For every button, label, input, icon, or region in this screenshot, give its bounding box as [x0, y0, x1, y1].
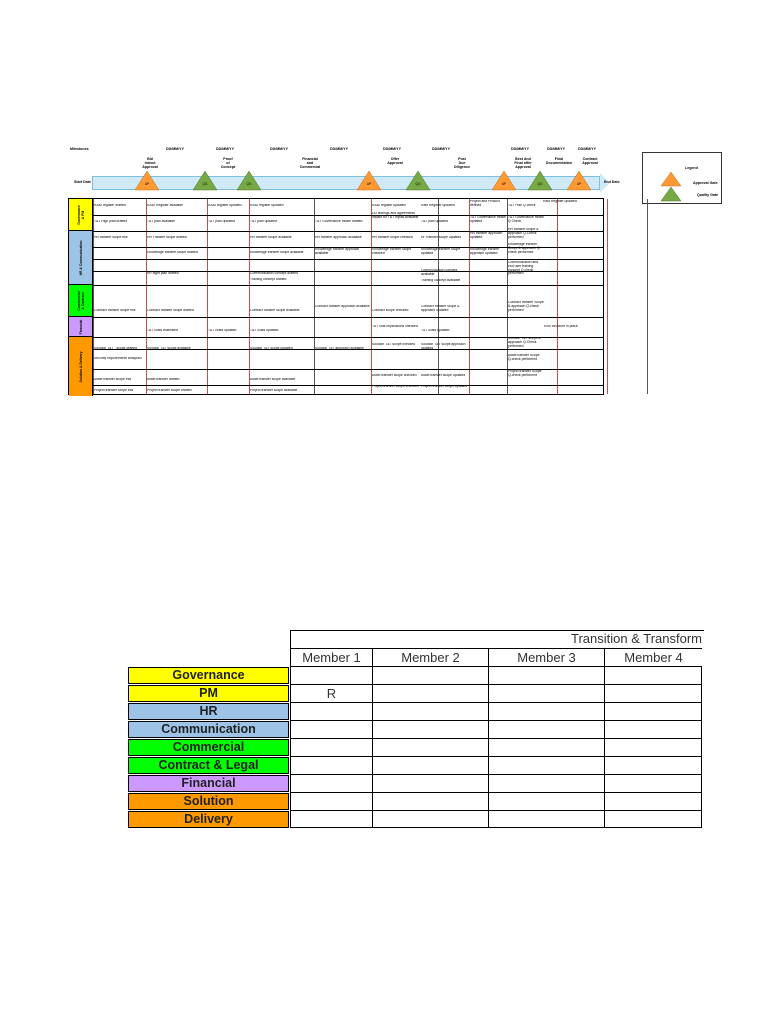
member-header: Member 3 [488, 648, 604, 666]
deliverable-cell: Project transfer scope updated [421, 385, 468, 388]
raci-cell[interactable] [290, 756, 372, 774]
raci-cell[interactable] [604, 702, 702, 720]
milestone-date: DD/MM/YY [270, 147, 288, 151]
milestone-description: Best And Final offer Approval [514, 157, 532, 169]
gate-label: AP [366, 182, 372, 186]
role-label: Communication [128, 721, 289, 738]
deliverable-cell: Knowledge transfer approach updated [470, 248, 500, 255]
raci-cell[interactable] [604, 666, 702, 684]
deliverable-cell: HR transfer scope checked [372, 236, 413, 239]
raci-cell[interactable] [488, 792, 604, 810]
legend-quality: Quality Gate [697, 193, 719, 197]
deliverable-cell: Knowledge transfer scope checked [372, 248, 412, 255]
legend-gate-icons [659, 171, 689, 203]
deliverable-cell: HR transfer scope ess [94, 236, 128, 239]
grid-column-line [146, 199, 147, 394]
deliverable-cell: Contract transfer scope & approach updated [421, 305, 460, 312]
raci-cell[interactable] [488, 738, 604, 756]
deliverable-cell: T&T costs updated [250, 329, 279, 332]
milestone-date: DD/MM/YY [166, 147, 184, 151]
role-label: PM [128, 685, 289, 702]
raci-title-row [290, 630, 704, 648]
raci-cell[interactable]: R [290, 684, 372, 702]
quality-gate-icon [661, 187, 681, 201]
quality-gate-icon [193, 171, 217, 190]
gate-label: QG [415, 182, 421, 186]
end-date-label: End Date [604, 180, 620, 184]
raci-cell[interactable] [372, 774, 488, 792]
deliverable-cell: HR transfer approach available [315, 236, 362, 239]
deliverable-cell: Contract transfer scope drafted [147, 309, 194, 312]
milestone-date: DD/MM/YY [578, 147, 596, 151]
deliverable-cell: Asset transfer scope available [250, 378, 296, 381]
deliverable-cell: RAID register updated [208, 204, 242, 207]
raci-cell[interactable] [372, 720, 488, 738]
raci-cell[interactable] [604, 720, 702, 738]
deliverable-cell: Knowledge transfer scope available [250, 251, 304, 254]
milestone-description: Proof of Concept [220, 157, 236, 169]
legend-approval: Approval Gate [693, 181, 718, 185]
deliverable-cell: Solution T&T - scope drafted [94, 347, 138, 350]
deliverable-cell: Solution T&T scope approach updated [421, 343, 466, 350]
raci-title: Transition & Transform [571, 631, 703, 646]
deliverable-cell: Project transfer scope checked [372, 385, 419, 388]
grid-row-line [93, 317, 603, 318]
milestone-date: DD/MM/YY [330, 147, 348, 151]
milestones-label: Milestones [70, 147, 89, 151]
deliverable-cell: Solution T&T scope & approach Q-Check performed [508, 337, 541, 348]
milestone-description: Bid Intend Approval [142, 157, 158, 169]
deliverable-cell: HR transfer scope & approach Q-Check performed [508, 228, 539, 239]
grid-column-line [207, 199, 208, 394]
deliverable-cell: Knowledge transfer scope updated [421, 248, 461, 255]
deliverable-cell: Training concept available [421, 279, 461, 282]
member-header: Member 2 [372, 648, 488, 666]
deliverable-cell: Solution T&T approach available [315, 347, 364, 350]
deliverable-cell: T&T High plan drafted [94, 220, 128, 223]
role-label: Solution [128, 793, 289, 810]
raci-cell[interactable] [488, 756, 604, 774]
deliverable-cell: Contract transfer scope available [250, 309, 300, 312]
raci-cell[interactable] [488, 720, 604, 738]
approval-gate-icon [357, 171, 381, 190]
grid-column-line [607, 199, 608, 394]
deliverable-cell: T&T plan available [147, 220, 176, 223]
band-financial: Financial [69, 317, 93, 337]
raci-cell[interactable] [604, 684, 702, 702]
deliverable-cell: Knowledge transfer Scope & approach Q-check performed [508, 243, 541, 254]
deliverable-cell: T&T plan updated [421, 220, 448, 223]
gate-label: AP [576, 182, 582, 186]
milestone-description: Financial and Commercial [299, 157, 321, 169]
grid-column-line [314, 199, 315, 394]
deliverable-cell: Asset transfer scope updated [421, 374, 466, 377]
deliverable-cell: Knowledge transfer approach available [315, 248, 360, 255]
deliverable-cell: Project transfer scope ess [94, 389, 134, 392]
deliverable-cell: Contract transfer Scope & approach Q-check performed [508, 301, 544, 312]
raci-cell[interactable] [290, 720, 372, 738]
milestone-date: DD/MM/YY [547, 147, 565, 151]
deliverable-cell: T&T cost implications checked [372, 325, 418, 328]
approval-gate-icon [567, 171, 591, 190]
start-date-label: Start Date [74, 180, 91, 184]
deliverable-cell: HR transfer approach updated [470, 232, 503, 239]
deliverable-cell: Asset transfer scope checked [372, 374, 417, 377]
role-label: Financial [128, 775, 289, 792]
gate-label: QG [537, 182, 543, 186]
deliverable-cell: T&T plan updated [208, 220, 235, 223]
deliverable-cell: RAID register updated [250, 204, 284, 207]
raci-cell[interactable] [290, 702, 372, 720]
deliverable-cell: Solution T&T scope updated [250, 347, 293, 350]
band-governance: Governance & PM [69, 199, 93, 231]
deliverable-cell: Knowledge transfer scope drafted [147, 251, 198, 254]
raci-cell[interactable] [372, 666, 488, 684]
raci-cell[interactable] [290, 792, 372, 810]
raci-cell[interactable] [604, 792, 702, 810]
deliverable-cell: RAID register updated [372, 204, 406, 207]
deliverable-cell: T&T costs updated [421, 329, 450, 332]
deliverable-cell: Training concept drafted [250, 278, 287, 281]
deliverable-cell: Contract transfer scope ess [94, 309, 136, 312]
milestone-date: DD/MM/YY [216, 147, 234, 151]
deliverable-cell: Solution T&T scope checked [372, 343, 416, 346]
deliverable-cell: DD findings and agreements impact for T&T inputs available [372, 212, 419, 219]
raci-cell[interactable] [604, 810, 702, 828]
role-label: Governance [128, 667, 289, 684]
deliverables-grid [68, 198, 604, 395]
gate-label: QG [246, 182, 252, 186]
role-label: Delivery [128, 811, 289, 828]
grid-column-line [647, 199, 648, 394]
quality-gate-icon [406, 171, 430, 190]
deliverable-cell: Project transfer scope drafted [147, 389, 192, 392]
deliverable-cell: T&T plan updated [250, 220, 277, 223]
deliverable-cell: RAID Register available [147, 204, 183, 207]
grid-column-line [371, 199, 372, 394]
approval-gate-icon [135, 171, 159, 190]
deliverable-cell: Project transfer Scope Q-check performed [508, 370, 542, 377]
band-solution-delivery: Solution & Delivery [69, 337, 93, 396]
deliverable-cell: T&T Plan Q check [508, 204, 536, 207]
raci-cell[interactable] [372, 756, 488, 774]
deliverable-cell: HR Transfer scope drafted [147, 236, 187, 239]
gate-label: QG [202, 182, 208, 186]
deliverable-cell: RBS structure in place [544, 325, 578, 328]
grid-column-line [249, 199, 250, 394]
milestone-description: Offer Approval [387, 157, 403, 165]
deliverable-cell: Asset transfer drafted [147, 378, 180, 381]
deliverable-cell: Hr Transfer scope updated [421, 236, 462, 239]
deliverable-cell: Contract transfer approach available [315, 305, 370, 308]
deliverable-cell: Raid Register updated [421, 204, 455, 207]
deliverable-cell: Solution T&T scope available [147, 347, 191, 350]
deliverable-cell: Security requirements analysed [94, 357, 142, 360]
raci-cell[interactable] [290, 774, 372, 792]
deliverable-cell: Communication concept drafted [250, 272, 298, 275]
raci-cell[interactable] [488, 810, 604, 828]
raci-cell[interactable] [290, 738, 372, 756]
band-hr-communication: HR & Communication [69, 231, 93, 285]
deliverable-cell: Raid Register updated [543, 200, 577, 203]
legend-box [642, 152, 722, 204]
raci-cell[interactable] [290, 666, 372, 684]
approval-gate-icon [492, 171, 516, 190]
role-label: Contract & Legal [128, 757, 289, 774]
raci-cell[interactable] [604, 738, 702, 756]
deliverable-cell: RAID register drafted [94, 204, 126, 207]
gate-label: AP [501, 182, 507, 186]
milestone-description: Final Documentation [545, 157, 573, 165]
deliverable-cell: HR transfer scope available [250, 236, 292, 239]
gate-label: AP [144, 182, 150, 186]
member-header: Member 4 [604, 648, 702, 666]
grid-column-line [557, 199, 558, 394]
grid-row-line [93, 259, 603, 260]
deliverable-cell: Communication and end user training concept Q check performed [508, 261, 539, 276]
deliverable-cell: T&T Governance model updated [470, 216, 506, 223]
raci-cell[interactable] [488, 666, 604, 684]
deliverable-cell: T&T costs estimated [147, 329, 178, 332]
raci-cell[interactable] [372, 738, 488, 756]
grid-row-line [93, 385, 603, 386]
role-label: HR [128, 703, 289, 720]
raci-cell[interactable] [372, 702, 488, 720]
raci-cell[interactable] [604, 774, 702, 792]
deliverable-cell: T&T Governance model Q Check [508, 216, 544, 223]
deliverable-cell: Asset transfer scope ess [94, 378, 132, 381]
deliverable-cell: Communication concept available [421, 269, 458, 276]
milestone-date: DD/MM/YY [383, 147, 401, 151]
grid-column-line [469, 199, 470, 394]
milestone-description: Contract Approval [582, 157, 598, 165]
raci-cell[interactable] [372, 810, 488, 828]
raci-cell[interactable] [488, 774, 604, 792]
grid-column-line [93, 199, 94, 394]
deliverable-cell: Asset transfer Scope Q-check performed [508, 354, 540, 361]
raci-cell[interactable] [290, 810, 372, 828]
grid-column-line [438, 199, 439, 394]
raci-cell[interactable] [488, 702, 604, 720]
deliverable-cell: Contract scope checked [372, 309, 409, 312]
raci-cell[interactable] [488, 684, 604, 702]
member-header: Member 1 [290, 648, 372, 666]
role-label: Commercial [128, 739, 289, 756]
deliverable-cell: T&T costs updated [208, 329, 237, 332]
approval-gate-icon [661, 172, 681, 186]
milestone-description: Post Due Diligence [454, 157, 470, 169]
deliverable-cell: KR flight plan drafted [147, 272, 179, 275]
milestone-date: DD/MM/YY [432, 147, 450, 151]
deliverable-cell: T&T Governance model drafted [315, 220, 363, 223]
band-commercial: Commercial & Contract [69, 285, 93, 317]
legend-title: Legend [685, 166, 698, 170]
grid-row-line [93, 285, 603, 286]
raci-cell[interactable] [372, 684, 488, 702]
raci-cell[interactable] [604, 756, 702, 774]
milestone-date: DD/MM/YY [511, 147, 529, 151]
deliverable-cell: Project and Product defined [470, 200, 500, 207]
raci-cell[interactable] [372, 792, 488, 810]
deliverable-cell: Project transfer scope available [250, 389, 298, 392]
quality-gate-icon [237, 171, 261, 190]
quality-gate-icon [528, 171, 552, 190]
